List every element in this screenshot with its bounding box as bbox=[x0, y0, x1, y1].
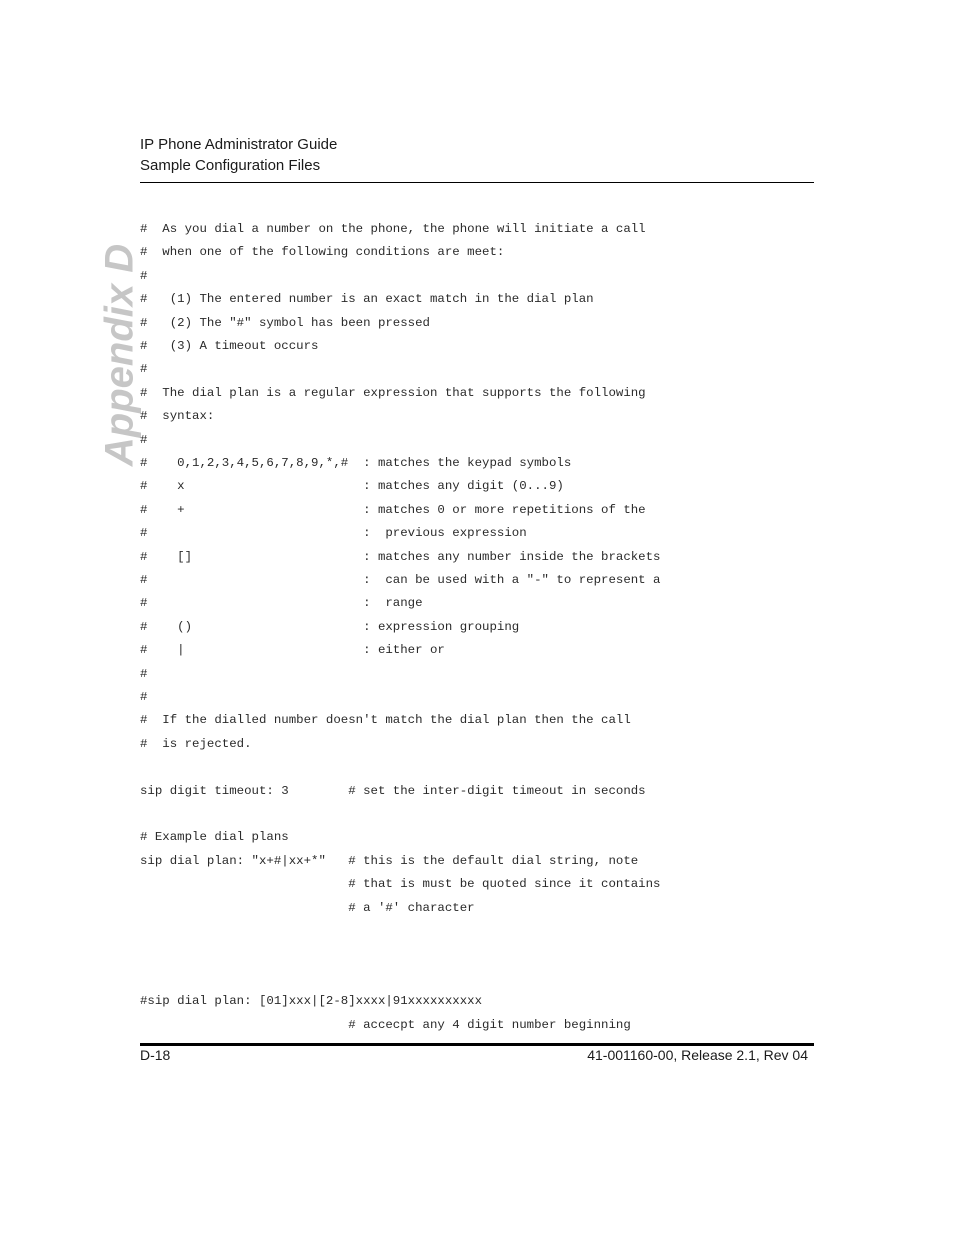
code-line: # when one of the following conditions are meet: bbox=[140, 245, 505, 260]
code-line: sip digit timeout: 3 # set the inter-digit timeout in seconds bbox=[140, 783, 646, 798]
code-line: # bbox=[140, 666, 148, 681]
code-line: # x : matches any digit (0...9) bbox=[140, 479, 564, 494]
page-header bbox=[140, 134, 814, 176]
code-line: # accecpt any 4 digit number beginning bbox=[140, 1017, 631, 1032]
code-line: # () : expression grouping bbox=[140, 619, 520, 634]
code-line: # If the dialled number doesn't match the dial plan then the call bbox=[140, 713, 631, 728]
appendix-side-label: Appendix D bbox=[97, 243, 142, 467]
code-line: # bbox=[140, 268, 148, 283]
footer-divider bbox=[140, 1043, 814, 1046]
code-line: # : range bbox=[140, 596, 423, 611]
code-line: # syntax: bbox=[140, 409, 215, 424]
code-line: # Example dial plans bbox=[140, 830, 289, 845]
code-line: #sip dial plan: [01]xxx|[2-8]xxxx|91xxxxxxxxxx bbox=[140, 994, 483, 1009]
code-line: # As you dial a number on the phone, the phone will initiate a call bbox=[140, 222, 646, 236]
code-line: # : previous expression bbox=[140, 526, 527, 541]
code-line: # is rejected. bbox=[140, 736, 252, 751]
code-line: # (1) The entered number is an exact match in the dial plan bbox=[140, 292, 594, 307]
code-line: # bbox=[140, 690, 148, 704]
code-line: # (3) A timeout occurs bbox=[140, 339, 319, 353]
code-line: # a '#' character bbox=[140, 900, 475, 915]
header-divider bbox=[140, 182, 814, 183]
code-line: # | : either or bbox=[140, 643, 445, 658]
code-line: # that is must be quoted since it contains bbox=[140, 877, 661, 892]
code-line: sip dial plan: "x+#|xx+*" # this is the default dial string, note bbox=[140, 853, 639, 868]
code-line: # : can be used with a "-" to represent a bbox=[140, 573, 661, 587]
page-number: D-18 bbox=[140, 1047, 171, 1063]
document-title: IP Phone Administrator Guide bbox=[140, 136, 338, 153]
code-line: # bbox=[140, 362, 148, 377]
code-line: # The dial plan is a regular expression that supports the following bbox=[140, 385, 646, 400]
code-line: # [] : matches any number inside the brackets bbox=[140, 549, 661, 564]
code-line: # + : matches 0 or more repetitions of the bbox=[140, 502, 646, 517]
code-line: # (2) The "#" symbol has been pressed bbox=[140, 315, 430, 330]
code-line: # 0,1,2,3,4,5,6,7,8,9,*,# : matches the keypad symbols bbox=[140, 456, 572, 470]
section-title: Sample Configuration Files bbox=[140, 157, 321, 174]
code-line: # bbox=[140, 432, 148, 447]
document-id: 41-001160-00, Release 2.1, Rev 04 bbox=[587, 1047, 808, 1063]
